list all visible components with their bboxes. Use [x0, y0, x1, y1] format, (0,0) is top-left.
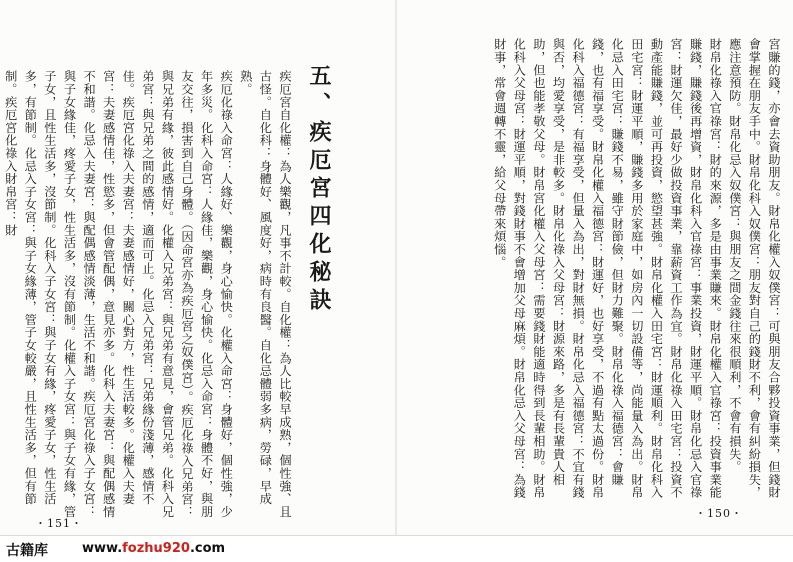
left-page-number: ・151・	[35, 517, 83, 530]
site-name: 古籍库	[6, 543, 48, 559]
right-page-number: ・150・	[695, 507, 743, 520]
url-suffix: .com	[189, 541, 226, 556]
site-url-link[interactable]	[82, 541, 225, 556]
right-page-body: 宮賺的錢，亦會去資助朋友。財帛化權入奴僕宮：可與朋友合夥投資事業，但錢財會掌握在朋友手中。財帛化科入奴僕宮：朋友對自己的錢財不利，會有糾紛損失，應注意預防。財帛化忌入奴僕宮：與朋友之間金錢往來很順利，不會有損失。 財帛化祿入官祿宮：財的來源，多是由事業賺來。財帛化權入官祿宮：投資事業能賺錢，賺錢後再增資，財帛化科入官祿宮：事業投資，財運平順。財帛化忌入官祿宮：財運欠佳，最好少做投資事業，靠薪資工作為宜。財帛化祿入田宅宮：投資不動產能賺錢，並可再投資，慾望甚強。財帛化權入田宅宮：財運順利。財帛化科入田宅宮：財運平順，賺錢多用於家庭中，如房內一切設備等，尚能量入為出。財帛化忌入田宅宮：賺錢不易，雖守財節儉，但財力難聚。財帛化祿入福德宮：會賺錢，也有福享受。財帛化權入福德宮：財運好，也好享受，不過有點太過份。財帛化科入福德宮：有福享受，但量入為出，對財無損。財帛化忌入福德宮：不宜有錢與否，均愛享受，是非較多。財帛化祿入父母宮：財源來路，多是有長輩貴人相助，但也能孝敬父母。財帛宮化權入父母宮：需要錢財能適時得到長輩相助。財帛化科入父母宮：財運平順，對錢財事不會增加父母麻煩。財帛化忌入父母宮：為錢財事，常會週轉不靈，給父母帶來煩惱。	[492, 38, 781, 499]
left-page	[0, 0, 396, 535]
url-highlight: fozhu920	[122, 541, 190, 556]
section-heading: 五、疾厄宮四化秘訣	[306, 64, 332, 316]
url-prefix: www.	[82, 541, 123, 556]
watermark-footer	[0, 535, 793, 562]
left-page-body: 疾厄宮自化權：為人樂觀，凡事不計較。自化權：為人比較早成熟，個性強、且古怪。自化科：身體好、風度好，病時有良醫。自化忌體弱多病，勞碌，早成熟。 疾厄化祿入命宮：人緣好、樂觀，身心愉快。化權入命宮：身體好，個性強，少年多災。化科入命宮：人緣佳，樂觀，身心愉快。化忌入命宮：身體不好，與朋友交往，損害到自己身體。（因命宮亦為疾厄宮之奴僕宮）。疾厄化祿入兄弟宮：與兄弟有緣，彼此感情好。化權入兄弟宮：與兄弟有意見，會管兄弟。化科入兄弟宮：與兄弟之間的感情，適而可止。化忌入兄弟宮：兄弟緣份淺薄，感情不佳。疾厄宮化祿入夫妻宮：夫妻感情好，關心對方，性生活較多。化權入夫妻宮：夫妻感情佳，性慾多，但會管配偶，意見亦多。化科入夫妻宮：與配偶感情不和諧。化忌入夫妻宮：與配偶感情淡薄，生活不和諧。疾厄宮化祿入子女宮：與子女緣佳，疼愛子女，性生活多，沒有節制。化權入子女宮：與子女有緣，管子女，且性生活多，沒節制。化科入子女宮：與子女有緣，疼愛子女，性生活多，有節制。化忌入子女宮：與子女緣薄，管子女較嚴，且性生活多，但有節制。疾厄宮化祿入財帛宮：財	[3, 70, 292, 519]
